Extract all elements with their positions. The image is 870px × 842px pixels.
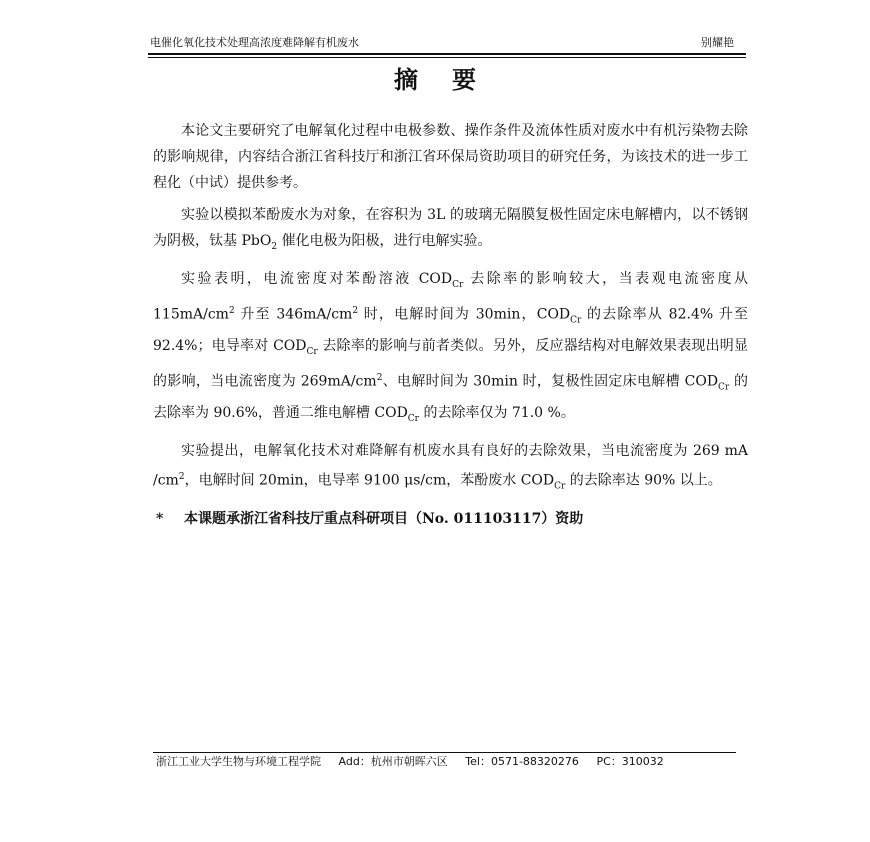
footer-address: Add：杭州市朝晖六区	[338, 755, 448, 768]
footer-institution: 浙江工业大学生物与环境工程学院	[156, 755, 321, 768]
footer-tel: Tel：0571-88320276	[465, 755, 579, 768]
header-rule-thick	[148, 53, 746, 55]
paragraph-1: 本论文主要研究了电解氧化过程中电极参数、操作条件及流体性质对废水中有机污染物去除的影响规律，内容结合浙江省科技厅和浙江省环保局资助项目的研究任务，为该技术的进一步工程化（中试）提供参考。	[153, 123, 748, 191]
footnote-text: 本课题承浙江省科技厅重点科研项目（No. 011103117）资助	[184, 511, 584, 527]
header-rule-thin	[148, 57, 746, 58]
paragraph-4: 实验提出，电解氧化技术对难降解有机废水具有良好的去除效果，当电流密度为 269 mA $/cm^2$，电解时间 20min，电导率 9100 μs/cm，苯酚废水 $COD_{Cr}$ 的去除率达 90% 以上。	[153, 443, 748, 492]
page-footer	[156, 754, 756, 770]
running-header	[148, 34, 746, 52]
footnote-star: *	[156, 511, 164, 527]
abstract-body	[153, 118, 748, 506]
paragraph-2: 实验以模拟苯酚废水为对象，在容积为 3L 的玻璃无隔膜复极性固定床电解槽内，以不锈钢为阴极，钛基 PbO$_2$ 催化电极为阳极，进行电解实验。	[153, 207, 748, 252]
header-author: 别耀艳	[701, 36, 734, 49]
footer-rule	[153, 752, 736, 753]
page-title: 摘要	[394, 65, 510, 94]
footer-postcode: PC：310032	[596, 755, 664, 768]
funding-footnote	[156, 507, 776, 531]
header-title: 电催化氧化技术处理高浓度难降解有机废水	[150, 36, 359, 49]
paragraph-3: 实验表明，电流密度对苯酚溶液 $COD_{Cr}$ 去除率的影响较大，当表观电流密度从 $115mA/cm^2$ 升至 $346mA/cm^2$ 时，电解时间为 30min，$COD_{Cr}$ 的去除率从 82.4% 升至 92.4%；电导率对 $COD_{Cr}$ 去除率的影响与前者类似。另外，反应器结构对电解效果表现出明显的影响，当电流密度为 $269mA/cm^2$、电解时间为 30min 时，复极性固定床电解槽 $COD_{Cr}$ 的去除率为 90.6%，普通二维电解槽 $COD_{Cr}$ 的去除率仅为 71.0 %。	[153, 270, 749, 425]
